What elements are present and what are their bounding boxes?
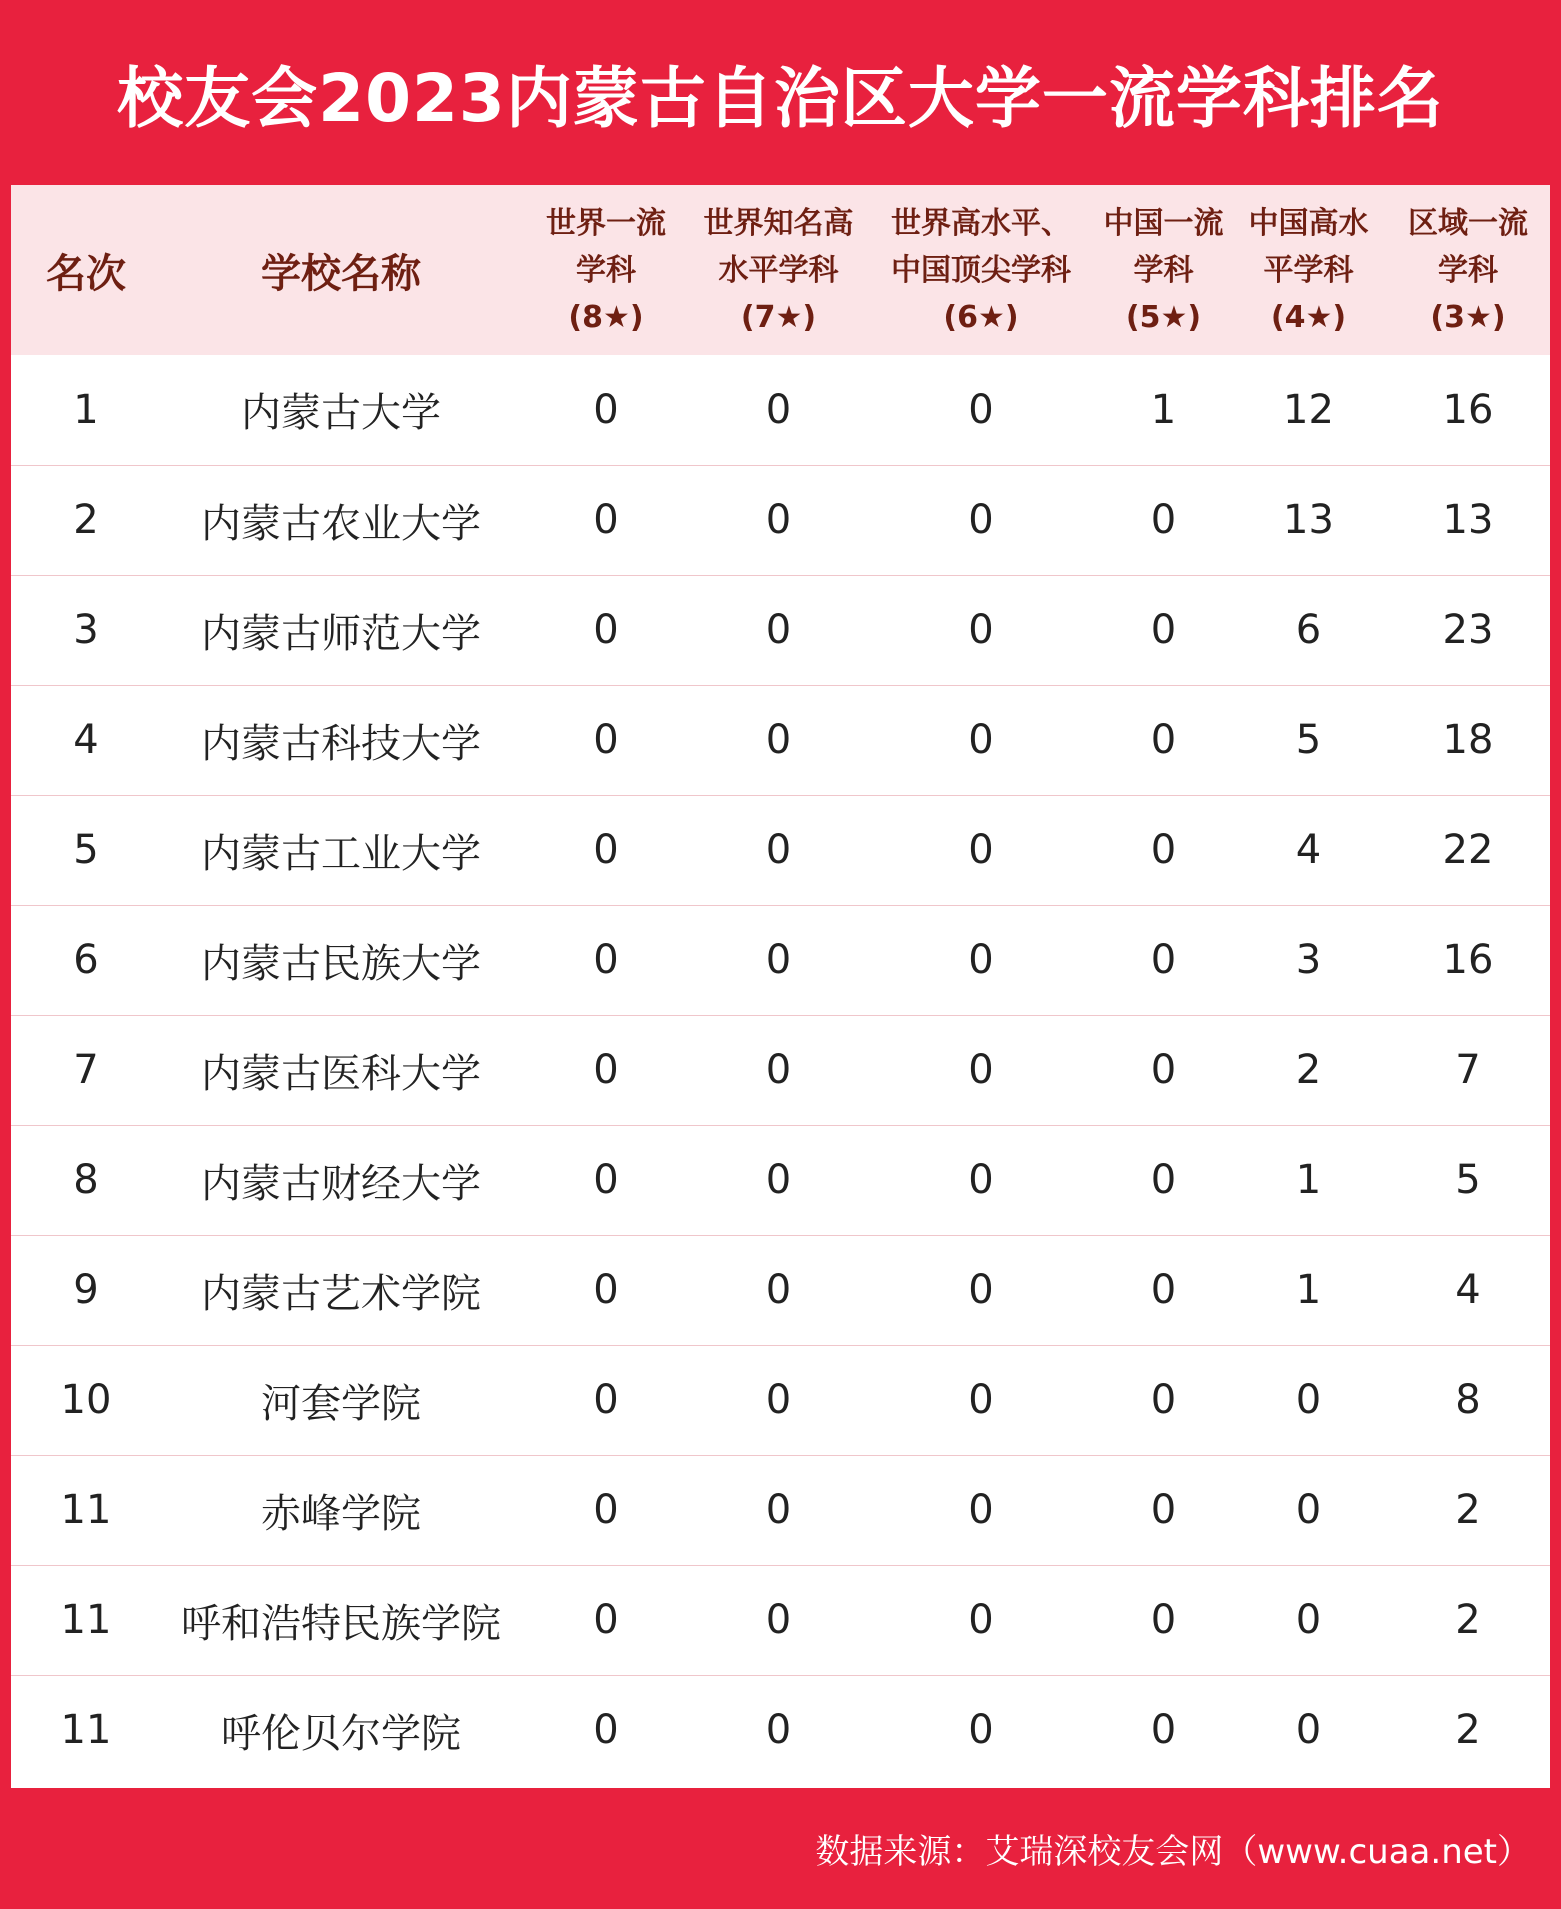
count-cell: 0 — [1096, 465, 1231, 575]
count-cell: 0 — [866, 905, 1096, 1015]
count-cell: 1 — [1096, 355, 1231, 465]
count-cell: 0 — [1231, 1345, 1386, 1455]
table-row — [11, 1455, 1550, 1565]
count-cell: 13 — [1231, 465, 1386, 575]
count-cell: 0 — [521, 1345, 691, 1455]
school-name-cell: 内蒙古财经大学 — [161, 1125, 521, 1235]
count-cell: 0 — [866, 1345, 1096, 1455]
count-cell: 0 — [866, 355, 1096, 465]
count-cell: 2 — [1455, 1707, 1481, 1754]
rank-cell: 6 — [11, 905, 161, 1015]
rank-cell: 11 — [11, 1565, 161, 1675]
count-cell: 0 — [1150, 1707, 1177, 1754]
count-cell: 0 — [866, 795, 1096, 905]
count-cell: 7 — [1386, 1015, 1550, 1125]
count-cell: 23 — [1386, 575, 1550, 685]
table-row — [11, 905, 1550, 1015]
header-china-first-class — [1096, 185, 1231, 355]
header-line: 平学科 — [1263, 252, 1354, 288]
count-cell: 0 — [691, 1455, 866, 1565]
header-line: 世界一流 — [546, 205, 666, 241]
count-cell: 6 — [1231, 575, 1386, 685]
count-cell: 0 — [691, 685, 866, 795]
count-cell: 0 — [691, 1235, 866, 1345]
school-name-cell: 内蒙古医科大学 — [161, 1015, 521, 1125]
school-name-cell: 呼和浩特民族学院 — [161, 1565, 521, 1675]
rank-cell: 2 — [11, 465, 161, 575]
table-row — [11, 1015, 1550, 1125]
count-cell: 0 — [866, 575, 1096, 685]
rank-cell: 10 — [11, 1345, 161, 1455]
header-line: (3★) — [1430, 299, 1506, 335]
count-cell: 0 — [866, 465, 1096, 575]
count-cell: 0 — [1096, 1565, 1231, 1675]
table-row — [11, 1235, 1550, 1345]
count-cell: 0 — [521, 575, 691, 685]
count-cell: 0 — [866, 685, 1096, 795]
count-cell: 0 — [1096, 1455, 1231, 1565]
count-cell: 0 — [521, 1455, 691, 1565]
rank-cell: 7 — [11, 1015, 161, 1125]
count-cell: 0 — [691, 1565, 866, 1675]
count-cell: 18 — [1386, 685, 1550, 795]
count-cell: 13 — [1386, 465, 1550, 575]
count-cell: 4 — [1231, 795, 1386, 905]
footer — [0, 1788, 1561, 1909]
count-cell: 5 — [1231, 685, 1386, 795]
header-line: (7★) — [740, 299, 817, 335]
count-cell: 0 — [1295, 1707, 1322, 1754]
count-cell: 0 — [521, 795, 691, 905]
count-cell: 0 — [593, 1707, 619, 1754]
ranking-table — [11, 185, 1550, 1785]
count-cell: 0 — [691, 1015, 866, 1125]
rank-cell: 1 — [11, 355, 161, 465]
count-cell: 0 — [521, 1565, 691, 1675]
header-line: 中国一流 — [1103, 205, 1224, 241]
header-row — [11, 185, 1550, 355]
rank-cell: 9 — [11, 1235, 161, 1345]
count-cell: 0 — [1096, 1235, 1231, 1345]
table-row — [11, 685, 1550, 795]
count-cell: 12 — [1231, 355, 1386, 465]
header-school-name: 学校名称 — [261, 250, 421, 297]
count-cell: 0 — [1231, 1565, 1386, 1675]
count-cell: 22 — [1386, 795, 1550, 905]
count-cell: 0 — [866, 1565, 1096, 1675]
header-line: (6★) — [943, 299, 1019, 335]
count-cell: 0 — [691, 1125, 866, 1235]
header-rank: 名次 — [46, 250, 126, 297]
count-cell: 0 — [1096, 905, 1231, 1015]
count-cell: 0 — [1096, 795, 1231, 905]
count-cell: 0 — [691, 1345, 866, 1455]
rank-cell: 8 — [11, 1125, 161, 1235]
header-world-renowned — [691, 185, 866, 355]
table-row — [11, 465, 1550, 575]
header-line: (8★) — [568, 299, 644, 335]
header-line: 中国高水 — [1248, 205, 1369, 241]
count-cell: 5 — [1386, 1125, 1550, 1235]
count-cell: 0 — [1096, 685, 1231, 795]
rank-cell: 11 — [11, 1455, 161, 1565]
count-cell: 0 — [1231, 1455, 1386, 1565]
rank-cell: 4 — [11, 685, 161, 795]
school-name-cell: 内蒙古工业大学 — [161, 795, 521, 905]
header-line: 世界知名高 — [703, 205, 854, 241]
count-cell: 0 — [691, 355, 866, 465]
count-cell: 0 — [691, 465, 866, 575]
rank-cell: 5 — [11, 795, 161, 905]
header-regional-first-class — [1386, 185, 1550, 355]
title-bar — [0, 0, 1561, 185]
table-row — [11, 1125, 1550, 1235]
count-cell: 0 — [765, 1707, 792, 1754]
count-cell: 0 — [691, 905, 866, 1015]
count-cell: 0 — [1096, 1125, 1231, 1235]
header-line: 学科 — [1438, 252, 1498, 288]
rank-cell: 11 — [60, 1707, 112, 1754]
count-cell: 0 — [1096, 1015, 1231, 1125]
count-cell: 0 — [691, 575, 866, 685]
header-line: 区域一流 — [1408, 205, 1528, 241]
count-cell: 2 — [1386, 1565, 1550, 1675]
count-cell: 2 — [1231, 1015, 1386, 1125]
count-cell: 2 — [1386, 1455, 1550, 1565]
count-cell: 0 — [521, 1125, 691, 1235]
count-cell: 8 — [1386, 1345, 1550, 1455]
header-line: 世界高水平、 — [891, 205, 1071, 241]
count-cell: 0 — [691, 795, 866, 905]
header-line: 水平学科 — [718, 252, 839, 288]
header-world-first-class — [521, 185, 691, 355]
count-cell: 0 — [866, 1125, 1096, 1235]
count-cell: 0 — [521, 685, 691, 795]
header-china-high-level — [1231, 185, 1386, 355]
count-cell: 0 — [521, 1015, 691, 1125]
school-name-cell: 内蒙古大学 — [161, 355, 521, 465]
count-cell: 16 — [1386, 355, 1550, 465]
ranking-table-container — [11, 185, 1550, 1788]
table-row — [11, 795, 1550, 905]
header-line: 学科 — [576, 252, 636, 288]
count-cell: 0 — [866, 1235, 1096, 1345]
count-cell: 16 — [1386, 905, 1550, 1015]
count-cell: 0 — [521, 905, 691, 1015]
table-row — [11, 1675, 1550, 1785]
school-name-cell: 赤峰学院 — [161, 1455, 521, 1565]
count-cell: 0 — [1096, 575, 1231, 685]
header-line: 中国顶尖学科 — [891, 252, 1071, 288]
school-name-cell: 内蒙古民族大学 — [161, 905, 521, 1015]
table-row — [11, 575, 1550, 685]
school-name-cell: 呼伦贝尔学院 — [221, 1710, 461, 1757]
header-line: (5★) — [1125, 299, 1202, 335]
count-cell: 0 — [1096, 1345, 1231, 1455]
rank-cell: 3 — [11, 575, 161, 685]
count-cell: 1 — [1231, 1235, 1386, 1345]
school-name-cell: 内蒙古科技大学 — [161, 685, 521, 795]
header-line: 学科 — [1133, 252, 1194, 288]
count-cell: 3 — [1231, 905, 1386, 1015]
table-row — [11, 1345, 1550, 1455]
count-cell: 0 — [521, 1235, 691, 1345]
count-cell: 0 — [866, 1015, 1096, 1125]
page-title: 校友会2023内蒙古自治区大学一流学科排名 — [117, 60, 1444, 137]
count-cell: 0 — [521, 355, 691, 465]
school-name-cell: 河套学院 — [161, 1345, 521, 1455]
table-row — [11, 1565, 1550, 1675]
count-cell: 4 — [1386, 1235, 1550, 1345]
header-line: (4★) — [1270, 299, 1347, 335]
count-cell: 0 — [866, 1455, 1096, 1565]
count-cell: 0 — [968, 1707, 994, 1754]
school-name-cell: 内蒙古艺术学院 — [161, 1235, 521, 1345]
count-cell: 0 — [521, 465, 691, 575]
count-cell: 1 — [1231, 1125, 1386, 1235]
table-body — [11, 355, 1550, 1785]
header-world-high-level — [866, 185, 1096, 355]
school-name-cell: 内蒙古农业大学 — [161, 465, 521, 575]
data-source: 数据来源：艾瑞深校友会网（www.cuaa.net） — [815, 1832, 1531, 1872]
table-row — [11, 355, 1550, 465]
table-header — [11, 185, 1550, 355]
school-name-cell: 内蒙古师范大学 — [161, 575, 521, 685]
